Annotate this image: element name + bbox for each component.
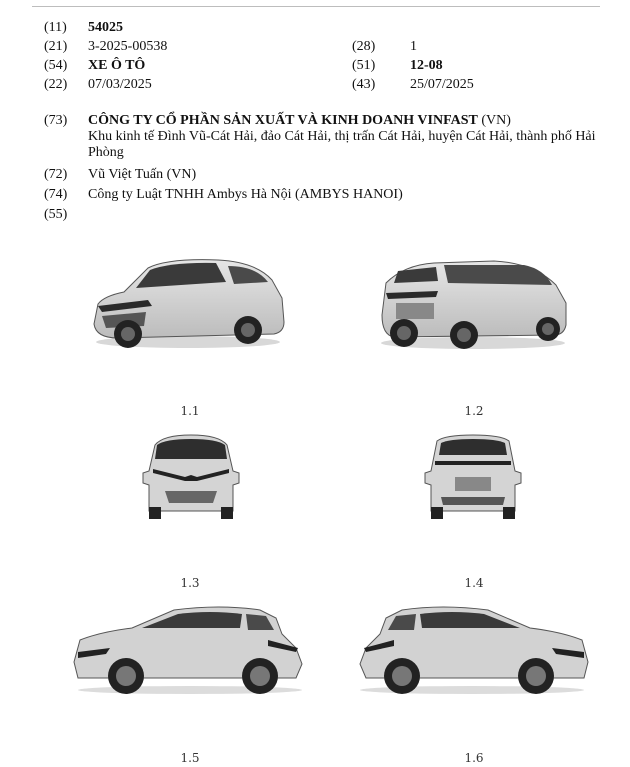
applicant-address: Khu kinh tế Đình Vũ-Cát Hải, đảo Cát Hải, thị trấn Cát Hải, huyện Cát Hải, thành phố Hải Phòng: [88, 129, 596, 160]
applicant-country: (VN): [477, 113, 511, 128]
design-count: 1: [410, 39, 417, 54]
figure-1-5-car-image: [70, 604, 310, 696]
figure-caption: 1.5: [180, 751, 200, 765]
field-code: (22): [44, 77, 68, 92]
field-code: (54): [44, 58, 68, 73]
top-rule: [32, 6, 600, 7]
figure-1-1-car-image: [88, 254, 288, 354]
record-22: [0, 76, 630, 94]
record-54: [0, 57, 630, 75]
record-74: [0, 186, 630, 204]
field-code: (21): [44, 39, 68, 54]
field-code: (11): [44, 20, 67, 35]
figure-caption: 1.4: [464, 576, 484, 590]
designer: Vũ Việt Tuấn (VN): [88, 167, 197, 182]
record-55: [0, 206, 630, 224]
publication-date: 25/07/2025: [410, 77, 474, 92]
figure-caption: 1.1: [180, 404, 200, 418]
field-code: (28): [352, 39, 376, 54]
field-code: (51): [352, 58, 376, 73]
applicant-name: CÔNG TY CỔ PHẦN SẢN XUẤT VÀ KINH DOANH VINFAST: [88, 113, 478, 128]
field-code: (72): [44, 167, 68, 182]
filing-date: 07/03/2025: [88, 77, 152, 92]
figure-1-6-car-image: [352, 604, 592, 696]
field-code: (55): [44, 207, 68, 222]
record-73: [0, 112, 630, 130]
figure-caption: 1.6: [464, 751, 484, 765]
record-11: [0, 19, 630, 37]
registration-number: 54025: [88, 20, 123, 35]
design-title: XE Ô TÔ: [88, 58, 146, 73]
applicant: [88, 112, 511, 130]
field-code: (43): [352, 77, 376, 92]
application-number: 3-2025-00538: [88, 39, 168, 54]
agent: Công ty Luật TNHH Ambys Hà Nội (AMBYS HANOI): [88, 187, 403, 202]
field-code: (74): [44, 187, 68, 202]
figure-1-4-car-image: [417, 431, 529, 523]
field-code: (73): [44, 113, 68, 128]
record-21: [0, 38, 630, 56]
figure-caption: 1.2: [464, 404, 484, 418]
figure-caption: 1.3: [180, 576, 200, 590]
record-72: [0, 166, 630, 184]
figure-1-3-car-image: [135, 431, 247, 523]
locarno-class: 12-08: [410, 58, 443, 73]
figure-1-2-car-image: [374, 255, 572, 353]
